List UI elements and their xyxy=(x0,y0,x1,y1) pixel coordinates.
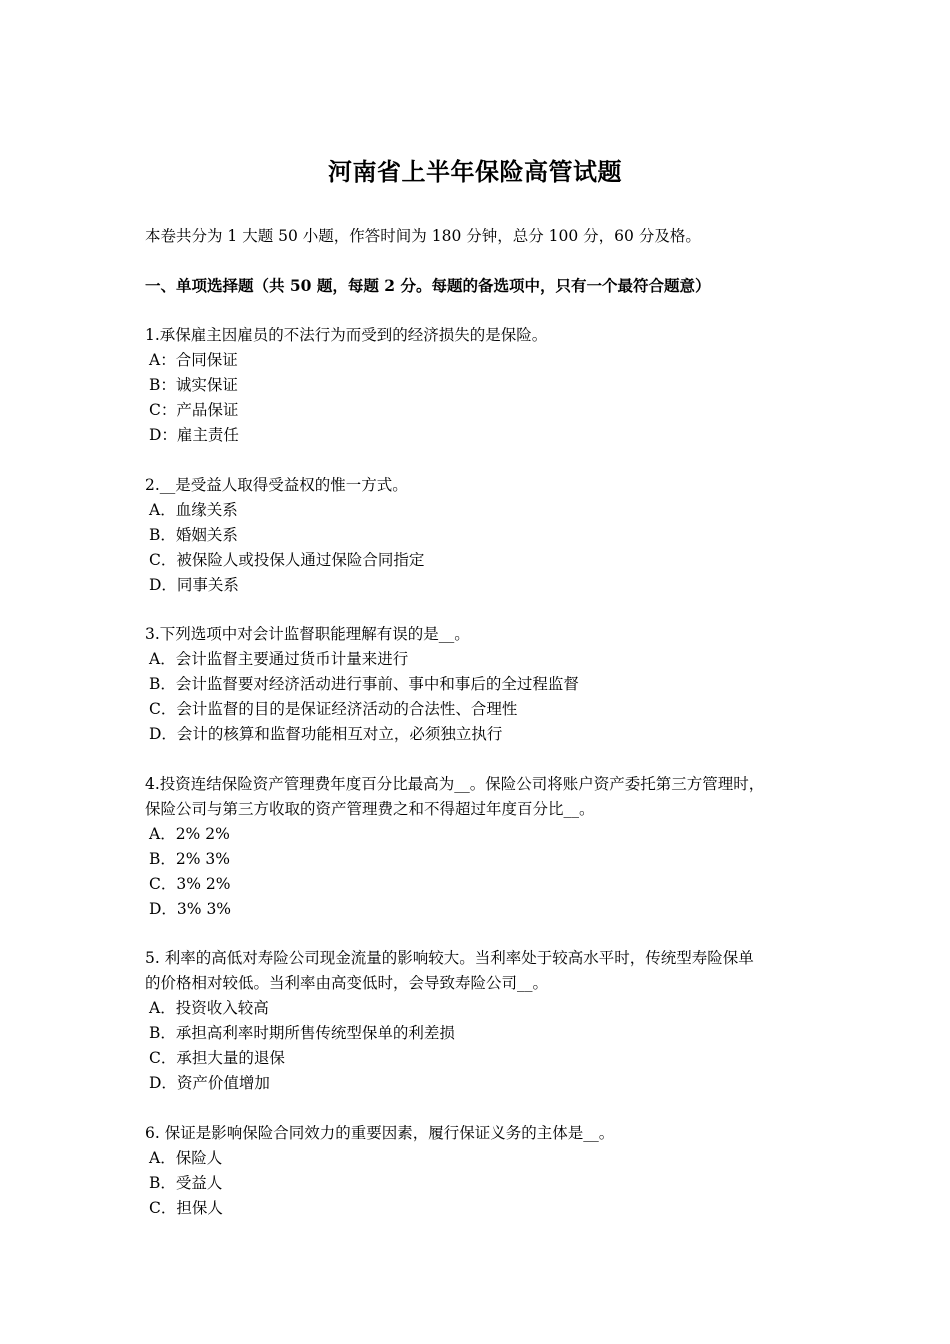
option-b: B．婚姻关系 xyxy=(149,526,238,544)
question-stem-line-2: 保险公司与第三方收取的资产管理费之和不得超过年度百分比__。 xyxy=(145,800,595,818)
option-c: C．会计监督的目的是保证经济活动的合法性、合理性 xyxy=(149,700,518,718)
option-b: B．2% 3% xyxy=(149,850,230,868)
option-a: A．会计监督主要通过货币计量来进行 xyxy=(149,650,409,668)
option-b: B．承担高利率时期所售传统型保单的利差损 xyxy=(149,1024,455,1042)
option-c: C．承担大量的退保 xyxy=(149,1049,285,1067)
document-title: 河南省上半年保险高管试题 xyxy=(328,157,622,186)
option-d: D．资产价值增加 xyxy=(149,1074,270,1092)
option-d: D．3% 3% xyxy=(149,900,232,918)
question-stem-line-2: 的价格相对较低。当利率由高变低时，会导致寿险公司__。 xyxy=(145,974,549,992)
section-heading: 一、单项选择题（共 50 题，每题 2 分。每题的备选项中，只有一个最符合题意） xyxy=(145,276,711,295)
option-c: C：产品保证 xyxy=(149,401,239,419)
exam-intro: 本卷共分为 1 大题 50 小题，作答时间为 180 分钟，总分 100 分，60 分及格。 xyxy=(145,227,701,245)
question-stem: 3.下列选项中对会计监督职能理解有误的是__。 xyxy=(145,625,470,643)
option-a: A：合同保证 xyxy=(149,351,238,369)
question-stem: 1.承保雇主因雇员的不法行为而受到的经济损失的是保险。 xyxy=(145,326,548,344)
option-c: C．担保人 xyxy=(149,1199,223,1217)
question-stem: 6. 保证是影响保险合同效力的重要因素，履行保证义务的主体是__。 xyxy=(145,1124,615,1142)
option-b: B．受益人 xyxy=(149,1174,223,1192)
option-d: D：雇主责任 xyxy=(149,426,239,444)
option-a: A．投资收入较高 xyxy=(149,999,269,1017)
option-a: A．保险人 xyxy=(149,1149,223,1167)
question-stem-line-1: 5. 利率的高低对寿险公司现金流量的影响较大。当利率处于较高水平时，传统型寿险保单 xyxy=(145,949,754,967)
option-d: D．会计的核算和监督功能相互对立，必须独立执行 xyxy=(149,725,503,743)
option-c: C．3% 2% xyxy=(149,875,231,893)
option-c: C．被保险人或投保人通过保险合同指定 xyxy=(149,551,425,569)
question-stem-line-1: 4.投资连结保险资产管理费年度百分比最高为__。保险公司将账户资产委托第三方管理时， xyxy=(145,775,765,793)
question-stem: 2.__是受益人取得受益权的惟一方式。 xyxy=(145,476,408,494)
option-d: D．同事关系 xyxy=(149,576,239,594)
option-a: A．2% 2% xyxy=(149,825,230,843)
option-b: B：诚实保证 xyxy=(149,376,238,394)
option-b: B．会计监督要对经济活动进行事前、事中和事后的全过程监督 xyxy=(149,675,579,693)
option-a: A．血缘关系 xyxy=(149,501,238,519)
